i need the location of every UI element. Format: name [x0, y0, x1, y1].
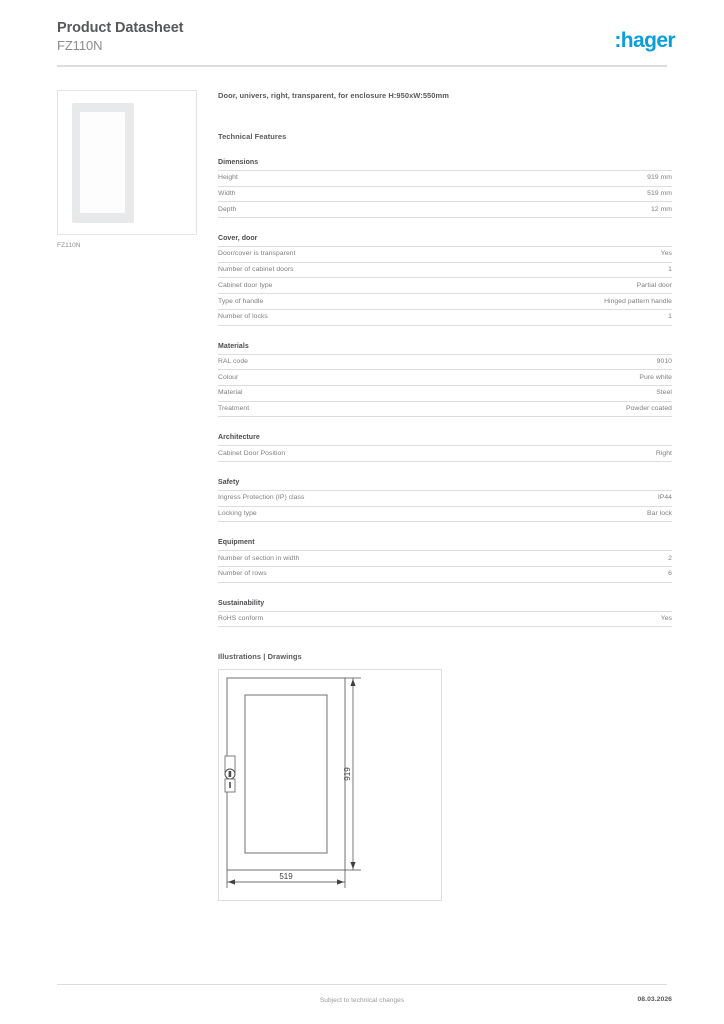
spec-value: Yes	[660, 615, 672, 623]
product-code-subtitle: FZ110N	[57, 38, 103, 53]
spec-value: Yes	[660, 250, 672, 258]
section-title: Materials	[218, 342, 249, 350]
spec-key: Locking type	[218, 510, 257, 518]
spec-value: 2	[668, 554, 672, 562]
spec-key: Number of locks	[218, 313, 268, 321]
table-row	[218, 551, 672, 567]
spec-value: 6	[668, 570, 672, 578]
spec-value: Steel	[656, 389, 672, 397]
spec-key: Material	[218, 389, 243, 397]
spec-key: Cabinet door type	[218, 281, 273, 289]
footer-note: Subject to technical changes	[319, 997, 405, 1004]
spec-value: Pure white	[639, 373, 672, 381]
spec-key: Ingress Protection (IP) class	[218, 494, 305, 502]
footer-date: 08.03.2026	[637, 996, 672, 1003]
product-image-caption: FZ110N	[57, 242, 81, 249]
product-image	[57, 90, 197, 235]
footer-divider	[57, 984, 667, 985]
spec-key: Number of cabinet doors	[218, 266, 294, 274]
table-row	[218, 506, 672, 522]
spec-table	[218, 246, 672, 325]
header-divider	[57, 65, 667, 67]
spec-section	[218, 539, 672, 582]
product-description: Door, univers, right, transparent, for enclosure H:950xW:550mm	[218, 91, 449, 100]
spec-value: 9010	[656, 357, 672, 365]
spec-key: RoHS conform	[218, 615, 264, 623]
table-row	[218, 385, 672, 401]
table-row	[218, 309, 672, 325]
table-row	[218, 294, 672, 310]
spec-table	[218, 550, 672, 582]
main-content	[218, 90, 672, 901]
spec-value: 919 mm	[647, 174, 672, 182]
spec-value: Right	[655, 449, 672, 457]
hager-logo: :hager	[614, 29, 675, 52]
spec-key: Number of section in width	[218, 554, 300, 562]
spec-table	[218, 445, 672, 462]
spec-key: Door/cover is transparent	[218, 250, 296, 258]
spec-value: 12 mm	[650, 205, 672, 213]
width-dimension-label: 519	[279, 872, 293, 882]
spec-table	[218, 354, 672, 418]
table-row	[218, 202, 672, 218]
table-row	[218, 354, 672, 370]
table-row	[218, 186, 672, 202]
spec-value: 1	[668, 313, 672, 321]
spec-table	[218, 170, 672, 218]
section-title: Sustainability	[218, 599, 265, 607]
table-row	[218, 370, 672, 386]
section-title: Cover, door	[218, 235, 258, 243]
section-title: Equipment	[218, 539, 255, 547]
spec-key: RAL code	[218, 357, 248, 365]
page-title: Product Datasheet	[57, 20, 184, 36]
spec-key: Height	[218, 174, 238, 182]
spec-section	[218, 479, 672, 522]
table-row	[218, 247, 672, 263]
transparent-door-graphic	[72, 103, 134, 223]
section-title: Dimensions	[218, 159, 259, 166]
spec-section	[218, 235, 672, 325]
table-row	[218, 278, 672, 294]
title-block	[57, 20, 183, 54]
table-row	[218, 446, 672, 462]
spec-section	[218, 343, 672, 418]
spec-section	[218, 600, 672, 628]
table-row	[218, 171, 672, 187]
table-row	[218, 611, 672, 627]
spec-section	[218, 434, 672, 462]
spec-section	[218, 159, 672, 218]
spec-value: 519 mm	[647, 190, 672, 198]
table-row	[218, 490, 672, 506]
technical-features-heading: Technical Features	[218, 132, 287, 141]
table-row	[218, 567, 672, 583]
spec-value: Bar lock	[647, 510, 672, 518]
spec-table	[218, 611, 672, 628]
spec-value: IP44	[657, 494, 672, 502]
table-row	[218, 262, 672, 278]
illustrations-drawings-heading: Illustrations | Drawings	[218, 652, 302, 662]
spec-value: Partial door	[636, 281, 672, 289]
spec-value: 1	[668, 266, 672, 274]
spec-key: Colour	[218, 373, 239, 381]
spec-key: Type of handle	[218, 297, 264, 305]
spec-table	[218, 490, 672, 522]
spec-key: Cabinet Door Position	[218, 449, 286, 457]
spec-key: Width	[218, 190, 236, 198]
height-dimension-label: 919	[343, 767, 352, 782]
section-title: Architecture	[218, 434, 260, 442]
door-dimension-drawing	[219, 670, 443, 902]
spec-value: Powder coated	[626, 404, 672, 412]
table-row	[218, 401, 672, 417]
section-title: Safety	[218, 478, 240, 486]
spec-key: Number of rows	[218, 570, 267, 578]
spec-key: Treatment	[218, 404, 250, 412]
spec-value: Hinged pattern handle	[604, 297, 672, 305]
spec-key: Depth	[218, 205, 237, 213]
page-header	[0, 0, 724, 70]
technical-drawing	[218, 669, 442, 901]
spec-sections	[218, 159, 672, 627]
product-figure	[57, 90, 199, 249]
